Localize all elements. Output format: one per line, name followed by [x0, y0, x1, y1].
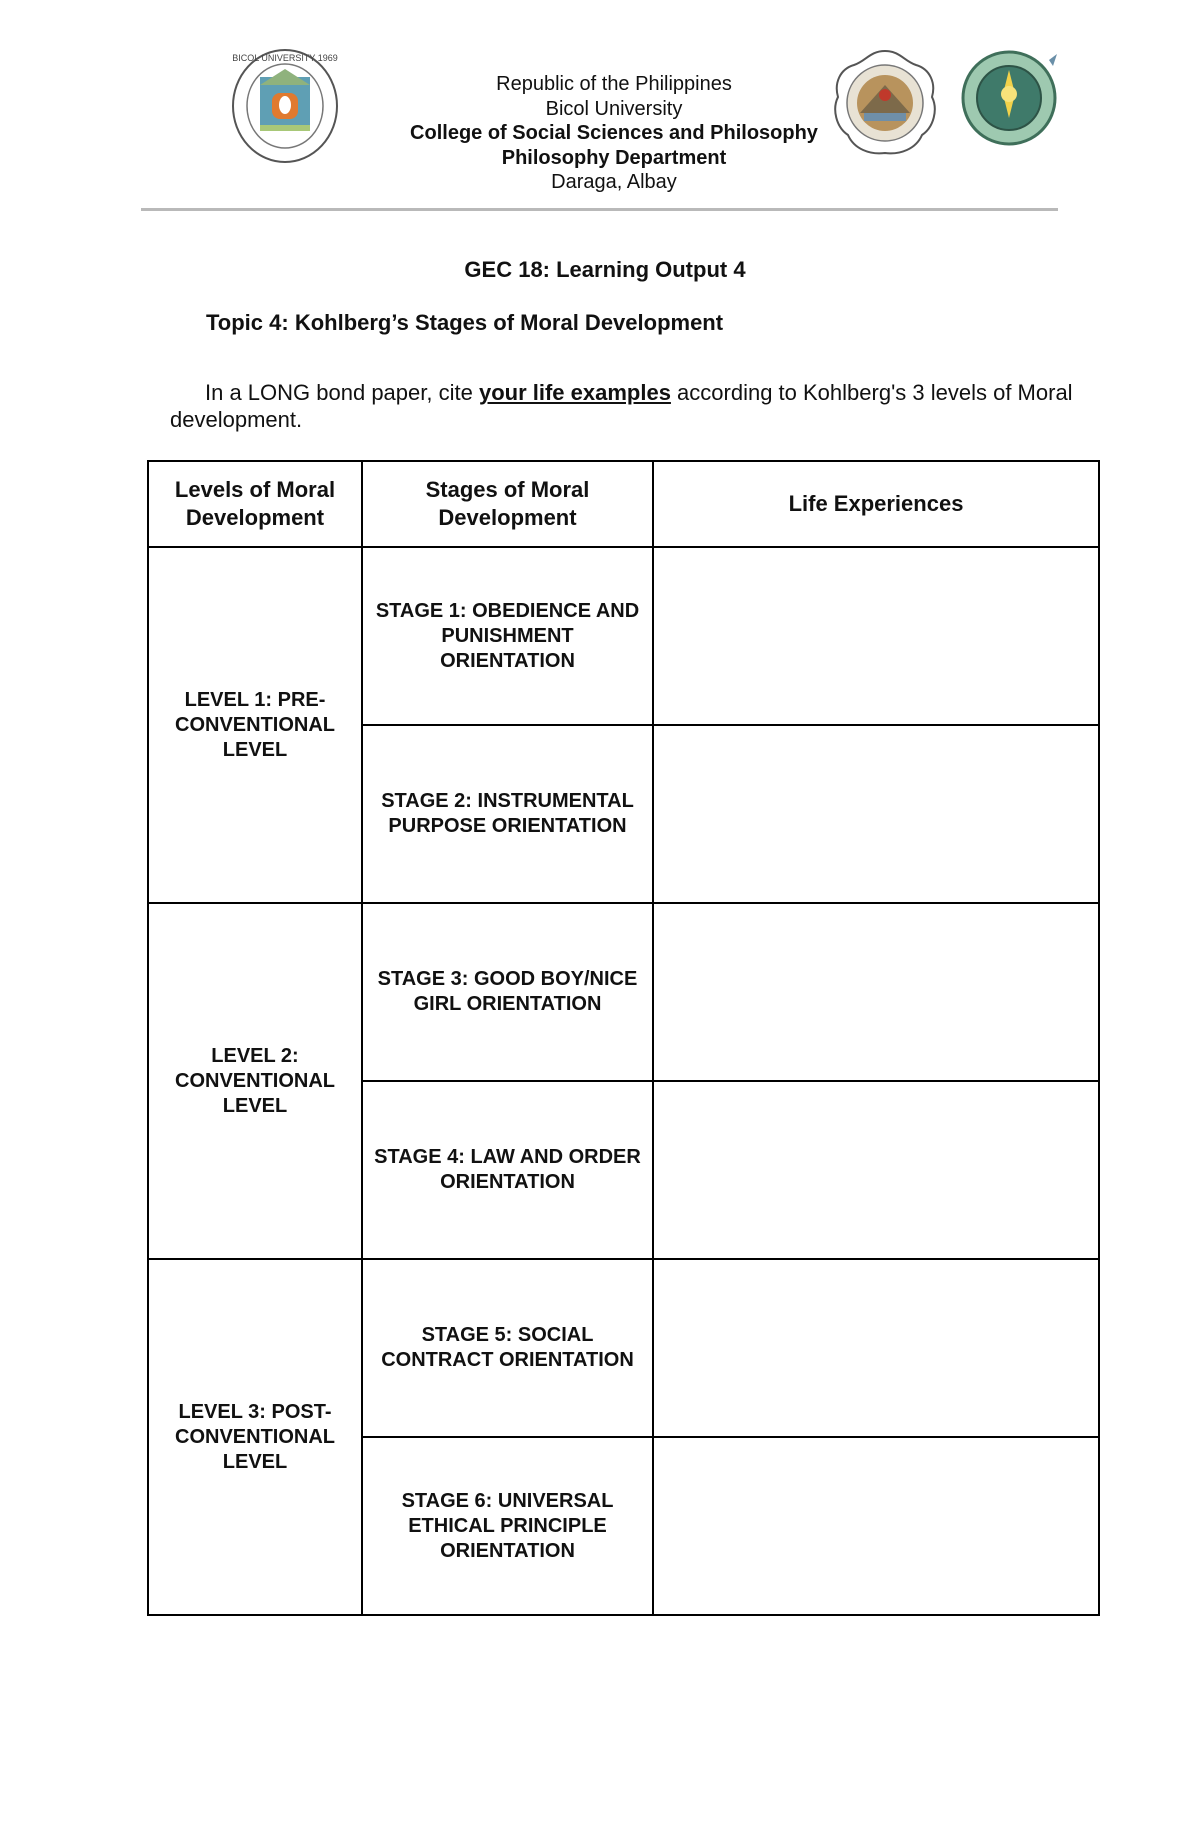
life-experience-cell-stage-4[interactable]	[653, 1081, 1099, 1259]
philosophy-department-seal	[957, 48, 1061, 148]
header-stages: Stages of Moral Development	[362, 461, 653, 547]
header-divider	[141, 208, 1058, 211]
level-3-cell: LEVEL 3: POST-CONVENTIONAL LEVEL	[148, 1259, 362, 1615]
letterhead-university: Bicol University	[545, 97, 683, 120]
document-title: GEC 18: Learning Output 4	[464, 257, 746, 282]
letterhead-department: Philosophy Department	[501, 146, 727, 169]
topic-heading: Topic 4: Kohlberg’s Stages of Moral Development	[206, 310, 724, 335]
life-experience-cell-stage-1[interactable]	[653, 547, 1099, 725]
instruction-paragraph	[170, 379, 1080, 433]
instruction-emphasis: your life examples	[478, 380, 671, 405]
bicol-university-seal	[230, 47, 340, 165]
table-row	[148, 1259, 1099, 1437]
instruction-text-before: In a LONG bond paper, cite	[205, 380, 479, 405]
header-levels: Levels of Moral Development	[148, 461, 362, 547]
letterhead-college: College of Social Sciences and Philosophy	[410, 122, 818, 144]
life-experience-cell-stage-2[interactable]	[653, 725, 1099, 903]
stage-2-cell: STAGE 2: INSTRUMENTAL PURPOSE ORIENTATION	[362, 725, 653, 903]
table-row	[148, 547, 1099, 725]
svg-text:BICOL UNIVERSITY 1969: BICOL UNIVERSITY 1969	[232, 53, 338, 63]
table-row	[148, 903, 1099, 1081]
letterhead-country: Republic of the Philippines	[496, 73, 732, 95]
life-experience-cell-stage-5[interactable]	[653, 1259, 1099, 1437]
letterhead	[340, 72, 888, 195]
header-life-experiences: Life Experiences	[653, 461, 1099, 547]
level-2-cell: LEVEL 2: CONVENTIONAL LEVEL	[148, 903, 362, 1259]
life-experience-cell-stage-3[interactable]	[653, 903, 1099, 1081]
level-1-cell: LEVEL 1: PRE-CONVENTIONAL LEVEL	[148, 547, 362, 903]
stage-3-cell: STAGE 3: GOOD BOY/NICE GIRL ORIENTATION	[362, 903, 653, 1081]
stage-4-cell: STAGE 4: LAW AND ORDER ORIENTATION	[362, 1081, 653, 1259]
instruction-text-after: according to Kohlberg's 3 levels of Moral development.	[170, 380, 1073, 432]
letterhead-location: Daraga, Albay	[551, 171, 677, 193]
table-header-row	[148, 461, 1099, 547]
stage-6-cell: STAGE 6: UNIVERSAL ETHICAL PRINCIPLE ORIENTATION	[362, 1437, 653, 1615]
life-experience-cell-stage-6[interactable]	[653, 1437, 1099, 1615]
stage-1-cell: STAGE 1: OBEDIENCE AND PUNISHMENT ORIENTATION	[362, 547, 653, 725]
moral-development-table	[147, 460, 1100, 1616]
stage-5-cell: STAGE 5: SOCIAL CONTRACT ORIENTATION	[362, 1259, 653, 1437]
